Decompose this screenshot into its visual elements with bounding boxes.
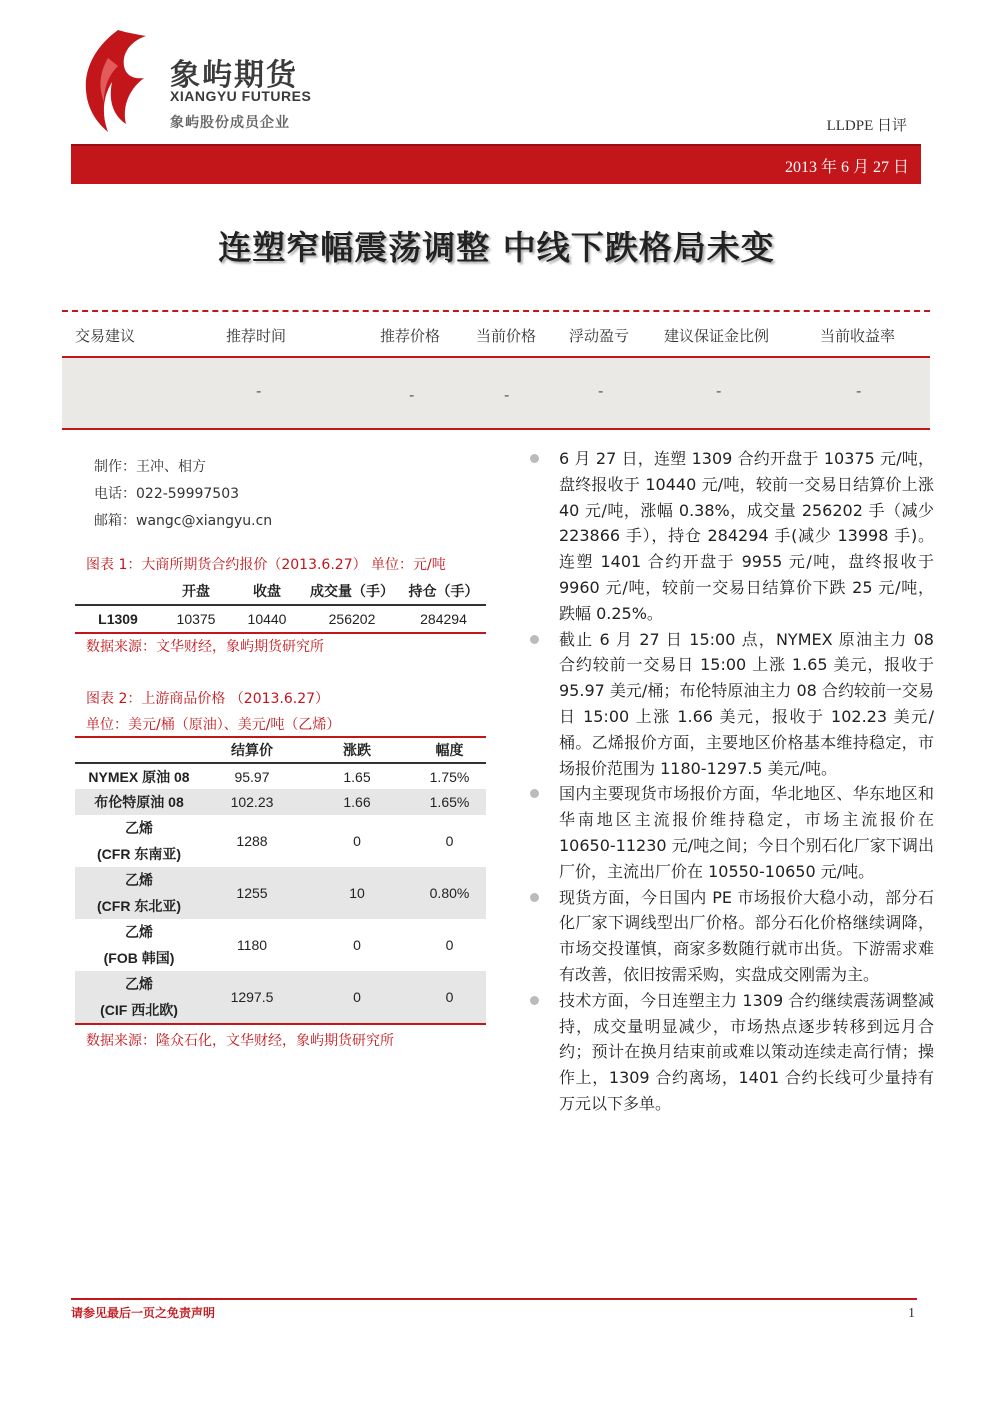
list-item [530, 627, 934, 782]
report-type: LLDPE 日评 [826, 118, 907, 134]
change-pct: 0 [445, 989, 454, 1005]
author: 制作：王冲、相方 [94, 459, 206, 475]
figure2-unit: 单位：美元/桶（原油）、美元/吨（乙烯） [86, 717, 341, 733]
price-change: 1.65 [343, 768, 371, 785]
commodity-name-line2: (CFR 东北亚) [97, 898, 181, 914]
close-price: 10440 [247, 611, 287, 627]
email[interactable]: 邮箱：wangc@xiangyu.cn [94, 513, 273, 529]
commodity-name [75, 815, 203, 867]
trade-value-cell: - [504, 386, 510, 404]
list-item [530, 885, 934, 988]
trade-header-cell: 浮动盈亏 [569, 327, 630, 345]
commentary [530, 446, 934, 1117]
logo-subtitle: 象屿股份成员企业 [170, 115, 290, 131]
open-price: 10375 [176, 611, 216, 627]
bullet-text: 现货方面，今日国内 PE 市场报价大稳小动，部分石化厂家下调线型出厂价格。部分石化价格继续调降，市场交投谨慎，商家多数随行就市出货。下游需求难有改善，依旧按需采购，实盘成交刚需为主。 [559, 887, 934, 984]
futures-quote-table [75, 578, 486, 634]
change-pct: 0 [445, 937, 454, 953]
settle-price: 1255 [236, 885, 268, 901]
disclaimer-note: 请参见最后一页之免责声明 [71, 1306, 216, 1320]
commodity-name-line1: 乙烯 [125, 872, 153, 888]
settle-price: 1288 [236, 833, 268, 849]
table-row [75, 789, 486, 815]
bullet-dot-icon [530, 454, 539, 463]
commodity-name [75, 919, 203, 971]
table-row [75, 815, 486, 867]
table-header-cell [75, 578, 161, 605]
trade-table-header [62, 310, 930, 358]
bullet-dot-icon [530, 635, 539, 644]
trade-header-cell: 当前收益率 [820, 327, 896, 345]
trade-table [62, 310, 930, 430]
bullet-text: 截止 6 月 27 日 15:00 点，NYMEX 原油主力 08 合约较前一交易日 15:00 上涨 1.65 美元，报收于 95.97 美元/桶；布伦特原油主力 08 合约较前一交易日 15:00 上涨 1.66 美元，报收于 102.23 美元/桶。乙烯报价方面，主要地区价格基本维持稳定，市场报价范围为 1180-1297.5 美元/吨。 [559, 629, 934, 778]
price-change: 1.66 [343, 794, 371, 810]
date-bar [71, 144, 921, 184]
price-change: 0 [353, 833, 361, 849]
bullet-text: 6 月 27 日，连塑 1309 合约开盘于 10375 元/吨，盘终报收于 10440 元/吨，较前一交易日结算价上涨 40 元/吨，涨幅 0.38%，成交量 256202 手（减少 223866 手），持仓 284294 手(减少 13998 手)。连塑 1401 合约开盘于 9955 元/吨，盘终报收于 9960 元/吨，较前一交易日结算价下跌 25 元/吨，跌幅 0.25%。 [559, 449, 934, 623]
commodity-name [75, 867, 203, 919]
table-header-cell: 成交量（手） [310, 583, 394, 599]
settle-price: 102.23 [230, 794, 274, 810]
price-change: 0 [353, 989, 361, 1005]
trade-value-cell: - [716, 382, 722, 400]
table-header-cell: 开盘 [182, 583, 210, 599]
table-header-row [75, 737, 486, 763]
bullet-dot-icon [530, 893, 539, 902]
list-item [530, 446, 934, 627]
figure1-title: 图表 1：大商所期货合约报价（2013.6.27） 单位：元/吨 [86, 557, 446, 573]
upstream-price-table [75, 736, 486, 1025]
price-change: 10 [349, 885, 365, 901]
settle-price: 1180 [236, 937, 268, 953]
logo-text-cn: 象屿期货 [170, 58, 298, 93]
commodity-name-line2: (CIF 西北欧) [100, 1002, 178, 1018]
change-pct: 0.80% [429, 885, 470, 901]
trade-header-cell: 当前价格 [476, 327, 537, 345]
trade-header-cell: 交易建议 [75, 327, 136, 345]
table-row [75, 971, 486, 1024]
price-change: 0 [353, 937, 361, 953]
table-header-row [75, 578, 486, 605]
commodity-name [75, 971, 203, 1024]
bullet-text: 国内主要现货市场报价方面，华北地区、华东地区和华南地区主流报价维持稳定，市场主流报价在 10650-11230 元/吨之间；今日个别石化厂家下调出厂价，主流出厂价在 10550-10650 元/吨。 [559, 784, 934, 881]
bullet-dot-icon [530, 789, 539, 798]
logo-flame-icon [78, 28, 148, 134]
figure2-source: 数据来源：隆众石化，文华财经，象屿期货研究所 [86, 1033, 394, 1049]
change-pct: 1.75% [429, 768, 470, 785]
settle-price: 95.97 [234, 768, 270, 785]
commodity-name-line1: 乙烯 [125, 820, 153, 836]
table-row [75, 919, 486, 971]
contract-code: L1309 [98, 611, 138, 627]
commodity-name-line2: (CFR 东南亚) [97, 846, 181, 862]
trade-header-cell: 推荐价格 [380, 327, 441, 345]
trade-table-row [62, 358, 930, 430]
commodity-name-line1: 乙烯 [125, 924, 153, 940]
phone: 电话：022-59997503 [94, 486, 240, 502]
commodity-name-line1: 乙烯 [125, 976, 153, 992]
trade-value-cell: - [598, 382, 604, 400]
commodity-name-line2: (FOB 韩国) [103, 950, 175, 966]
trade-value-cell: - [856, 382, 862, 400]
page-number: 1 [908, 1306, 915, 1321]
report-date: 2013 年 6 月 27 日 [784, 159, 909, 176]
settle-price: 1297.5 [230, 989, 274, 1005]
list-item [530, 988, 934, 1117]
list-item [530, 781, 934, 884]
table-row [75, 867, 486, 919]
change-pct: 0 [445, 833, 454, 849]
bullet-dot-icon [530, 996, 539, 1005]
footer-divider [71, 1298, 917, 1300]
table-header-cell: 幅度 [435, 742, 464, 758]
trade-header-cell: 推荐时间 [226, 327, 287, 345]
trade-value-cell: - [256, 382, 262, 400]
volume: 256202 [328, 611, 376, 627]
table-header-cell: 结算价 [231, 742, 273, 758]
figure2-title: 图表 2：上游商品价格 （2013.6.27） [86, 691, 330, 707]
figure1-source: 数据来源：文华财经，象屿期货研究所 [86, 639, 324, 655]
logo-text-en: XIANGYU FUTURES [170, 88, 312, 104]
change-pct: 1.65% [429, 794, 470, 810]
table-header-cell [75, 737, 203, 763]
open-interest: 284294 [420, 611, 467, 627]
table-header-cell: 涨跌 [343, 742, 371, 758]
table-row [75, 605, 486, 633]
table-header-cell: 收盘 [253, 583, 281, 599]
trade-value-cell: - [409, 386, 415, 404]
trade-header-cell: 建议保证金比例 [664, 327, 770, 345]
commodity-name: NYMEX 原油 08 [88, 768, 190, 785]
table-row [75, 763, 486, 789]
headline: 连塑窄幅震荡调整 中线下跌格局未变 [218, 228, 775, 267]
table-header-cell: 持仓（手） [408, 583, 479, 599]
commodity-name: 布伦特原油 08 [94, 794, 184, 810]
bullet-text: 技术方面，今日连塑主力 1309 合约继续震荡调整减持，成交量明显减少，市场热点逐步转移到远月合约；预计在换月结束前或难以策动连续走高行情；操作上，1309 合约离场，1401 合约长线可少量持有万元以下多单。 [559, 990, 934, 1113]
